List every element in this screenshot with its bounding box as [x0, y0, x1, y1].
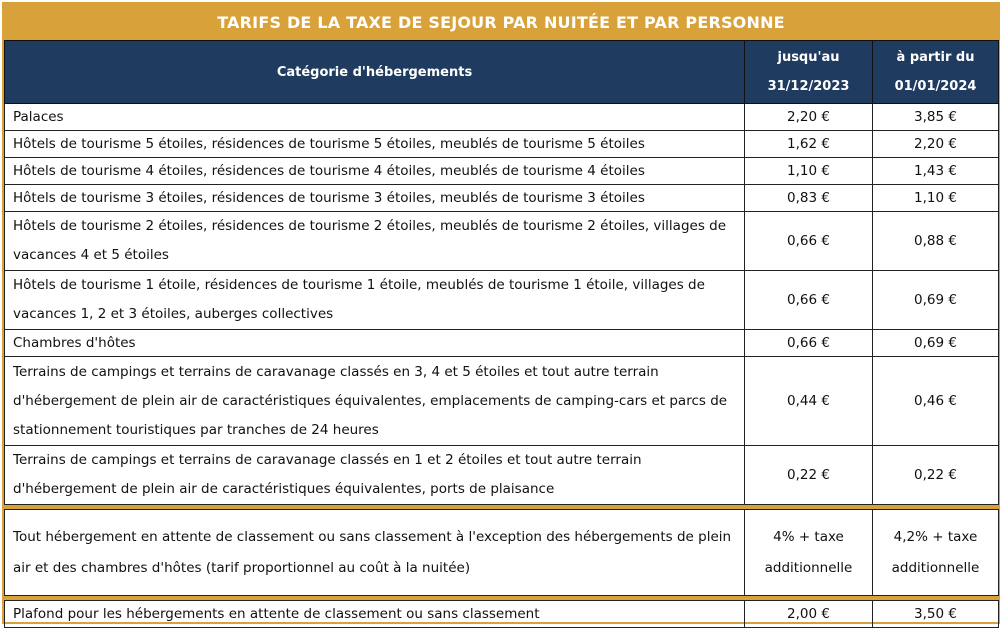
table-row-ceiling [5, 601, 999, 628]
row-category: Terrains de campings et terrains de caravanage classés en 3, 4 et 5 étoiles et tout autre terrain d'hébergement de plein air de caractéristiques équivalentes, emplacements de camping-cars et parcs de stationnement touristiques par tranches de 24 heures [5, 357, 745, 446]
row-until-2023: 0,66 € [745, 271, 873, 330]
header-until-2023-line1: jusqu'au [777, 50, 840, 65]
row-category: Hôtels de tourisme 4 étoiles, résidences de tourisme 4 étoiles, meublés de tourisme 4 étoiles [5, 158, 745, 185]
row-until-2023: 1,10 € [745, 158, 873, 185]
row-until-2023: 2,00 € [745, 601, 873, 628]
row-until-2023 [745, 510, 873, 596]
row-from-2024: 2,20 € [873, 131, 999, 158]
header-category-label: Catégorie d'hébergements [276, 64, 473, 80]
header-until-2023 [745, 41, 873, 104]
table-row-unclassified [5, 510, 999, 596]
rate-line2: additionnelle [891, 559, 980, 576]
table-row [5, 131, 999, 158]
header-from-2024-line1: à partir du [896, 50, 975, 65]
row-until-2023: 1,62 € [745, 131, 873, 158]
table-row [5, 185, 999, 212]
table-header-row [5, 41, 999, 104]
rate-line1: 4% + taxe [773, 528, 844, 545]
row-until-2023: 0,83 € [745, 185, 873, 212]
table-row [5, 158, 999, 185]
row-category: Chambres d'hôtes [5, 330, 745, 357]
row-category: Plafond pour les hébergements en attente de classement ou sans classement [5, 601, 745, 628]
row-from-2024: 3,50 € [873, 601, 999, 628]
table-row [5, 446, 999, 505]
table-row [5, 357, 999, 446]
tariff-table [4, 40, 999, 628]
document-title: TARIFS DE LA TAXE DE SEJOUR PAR NUITÉE ET PAR PERSONNE [4, 4, 998, 40]
row-from-2024: 0,88 € [873, 212, 999, 271]
header-until-2023-line2: 31/12/2023 [767, 79, 850, 94]
header-category [5, 41, 745, 104]
row-from-2024: 0,22 € [873, 446, 999, 505]
row-until-2023: 0,66 € [745, 212, 873, 271]
row-category: Hôtels de tourisme 5 étoiles, résidences de tourisme 5 étoiles, meublés de tourisme 5 étoiles [5, 131, 745, 158]
row-from-2024: 0,46 € [873, 357, 999, 446]
header-from-2024 [873, 41, 999, 104]
row-category: Hôtels de tourisme 1 étoile, résidences de tourisme 1 étoile, meublés de tourisme 1 étoile, villages de vacances 1, 2 et 3 étoiles, auberges collectives [5, 271, 745, 330]
table-row [5, 271, 999, 330]
row-category: Palaces [5, 104, 745, 131]
rate-line1: 4,2% + taxe [893, 528, 978, 545]
row-from-2024: 1,43 € [873, 158, 999, 185]
row-category: Terrains de campings et terrains de caravanage classés en 1 et 2 étoiles et tout autre terrain d'hébergement de plein air de caractéristiques équivalentes, ports de plaisance [5, 446, 745, 505]
header-from-2024-line2: 01/01/2024 [894, 79, 977, 94]
row-from-2024: 3,85 € [873, 104, 999, 131]
row-until-2023: 2,20 € [745, 104, 873, 131]
table-row [5, 330, 999, 357]
row-until-2023: 0,44 € [745, 357, 873, 446]
row-from-2024: 1,10 € [873, 185, 999, 212]
row-from-2024: 0,69 € [873, 271, 999, 330]
row-from-2024: 0,69 € [873, 330, 999, 357]
tariff-document [2, 2, 1000, 624]
row-until-2023: 0,22 € [745, 446, 873, 505]
table-row [5, 104, 999, 131]
row-from-2024 [873, 510, 999, 596]
row-category: Hôtels de tourisme 2 étoiles, résidences de tourisme 2 étoiles, meublés de tourisme 2 étoiles, villages de vacances 4 et 5 étoiles [5, 212, 745, 271]
table-row [5, 212, 999, 271]
row-until-2023: 0,66 € [745, 330, 873, 357]
rate-line2: additionnelle [764, 559, 853, 576]
row-category: Hôtels de tourisme 3 étoiles, résidences de tourisme 3 étoiles, meublés de tourisme 3 étoiles [5, 185, 745, 212]
row-category: Tout hébergement en attente de classement ou sans classement à l'exception des hébergements de plein air et des chambres d'hôtes (tarif proportionnel au coût à la nuitée) [5, 510, 745, 596]
